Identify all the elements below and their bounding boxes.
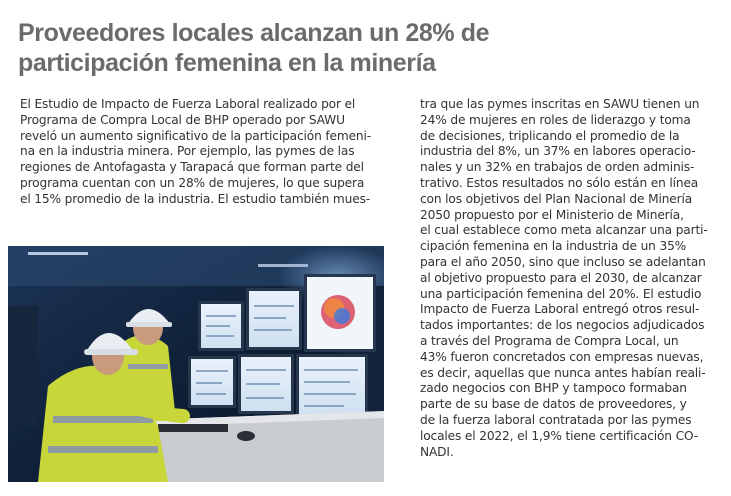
text-line: 43% fueron concretados con empresas nuevas, (420, 349, 704, 364)
control-room-photo (8, 246, 384, 482)
text-line: es decir, aquellas que nunca antes habían reali- (420, 365, 706, 380)
text-line: Impacto de Fuerza Laboral entregó otros resul- (420, 302, 700, 317)
text-line: industria del 8%, un 37% en labores operacio- (420, 144, 696, 159)
text-line: trativo. Estos resultados no sólo están en línea (420, 175, 699, 190)
text-line: Programa de Compra Local de BHP operado por SAWU (20, 112, 345, 127)
text-line: con los objetivos del Plan Nacional de Minería (420, 191, 693, 206)
headline-line-1: Proveedores locales alcanzan un 28% de (18, 19, 490, 47)
text-line: 24% de mujeres en roles de liderazgo y toma (420, 112, 691, 127)
body-column-left (20, 97, 400, 208)
text-line: locales el 2022, el 1,9% tiene certificación CO- (420, 428, 698, 443)
text-line: a través del Programa de Compra Local, un (420, 333, 679, 348)
text-line: na en la industria minera. Por ejemplo, las pymes de las (20, 144, 355, 159)
text-line: el cual establece como meta alcanzar una parti- (420, 223, 708, 238)
text-line: zado negocios con BHP y tampoco formaban (420, 381, 687, 396)
text-line: tra que las pymes inscritas en SAWU tienen un (420, 97, 700, 111)
article-headline (18, 18, 698, 78)
text-line: parte de su base de datos de proveedores, y (420, 397, 687, 412)
text-line: NADI. (420, 444, 454, 459)
text-line: tados importantes: de los negocios adjudicados (420, 318, 705, 333)
text-line: programa cuentan con un 28% de mujeres, lo que supera (20, 175, 365, 190)
text-line: cipación femenina en la industria de un 35% (420, 239, 687, 254)
text-line: de decisiones, triplicando el promedio de la (420, 128, 680, 143)
text-line: El Estudio de Impacto de Fuerza Laboral realizado por el (20, 97, 356, 111)
text-line: el 15% promedio de la industria. El estudio también mues- (20, 191, 371, 206)
text-line: nales y un 32% en trabajos de orden adminis- (420, 160, 695, 175)
text-line: una participación femenina del 20%. El estudio (420, 286, 702, 301)
text-line: al objetivo propuesto para el 2030, de alcanzar (420, 270, 702, 285)
text-line: reveló un aumento significativo de la participación femeni- (20, 128, 371, 143)
text-line: de la fuerza laboral contratada por las pymes (420, 412, 692, 427)
headline-line-2: participación femenina en la minería (18, 49, 436, 77)
text-line: 2050 propuesto por el Ministerio de Minería, (420, 207, 684, 222)
body-column-right (420, 97, 720, 460)
text-line: para el año 2050, sino que incluso se adelantan (420, 254, 706, 269)
text-line: regiones de Antofagasta y Tarapacá que forman parte del (20, 160, 364, 175)
